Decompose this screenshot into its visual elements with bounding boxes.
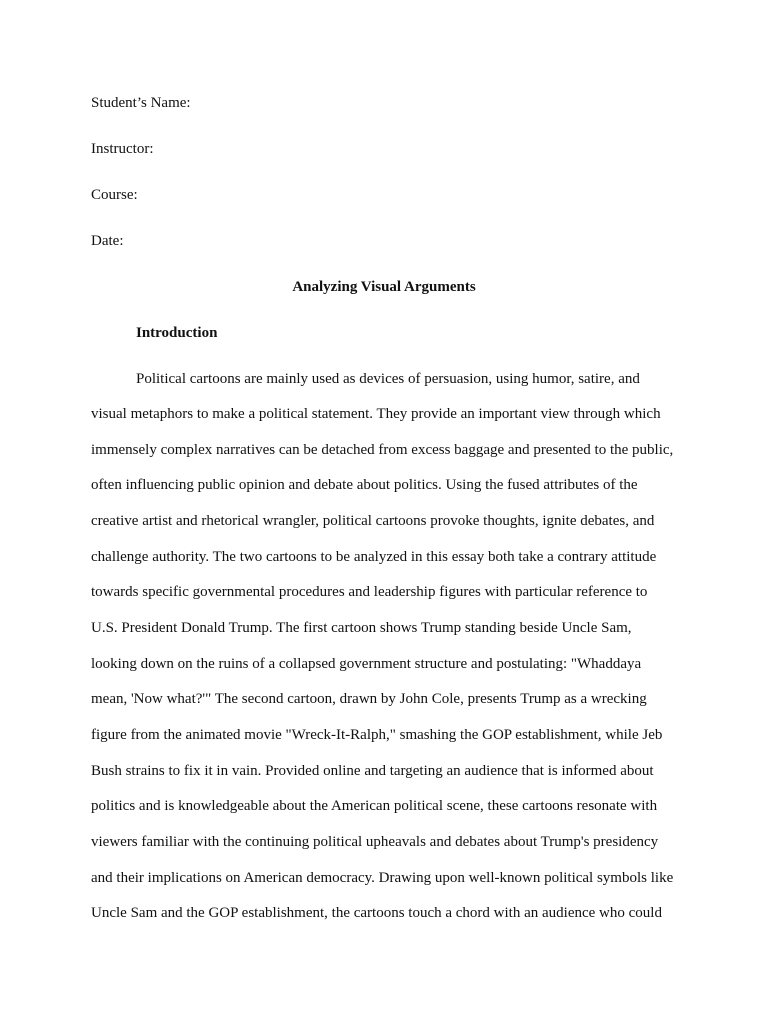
paragraph-line: U.S. President Donald Trump. The first cartoon shows Trump standing beside Uncle Sam,: [91, 620, 632, 636]
paragraph-line: challenge authority. The two cartoons to be analyzed in this essay both take a contrary attitude: [91, 549, 657, 565]
paragraph-line: looking down on the ruins of a collapsed government structure and postulating: "Whaddaya: [91, 656, 642, 672]
paragraph-line: often influencing public opinion and debate about politics. Using the fused attributes of the: [91, 477, 638, 493]
paragraph-line: viewers familiar with the continuing political upheavals and debates about Trump's presidency: [91, 834, 659, 850]
paragraph-line: towards specific governmental procedures and leadership figures with particular reference to: [91, 584, 648, 600]
date-label: Date:: [91, 233, 124, 249]
course-label: Course:: [91, 187, 138, 203]
instructor-label: Instructor:: [91, 141, 154, 157]
paragraph-line: politics and is knowledgeable about the American political scene, these cartoons resonate with: [91, 798, 658, 814]
student-name-label: Student’s Name:: [91, 95, 191, 111]
paragraph-line: immensely complex narratives can be detached from excess baggage and presented to the public,: [91, 442, 674, 458]
paragraph-line: figure from the animated movie "Wreck-It-Ralph," smashing the GOP establishment, while Jeb: [91, 727, 663, 743]
essay-title: Analyzing Visual Arguments: [292, 279, 476, 295]
paragraph-line: Bush strains to fix it in vain. Provided online and targeting an audience that is informed about: [91, 763, 654, 779]
paragraph-line: visual metaphors to make a political statement. They provide an important view through which: [91, 406, 661, 422]
paragraph-line: Political cartoons are mainly used as devices of persuasion, using humor, satire, and: [136, 371, 640, 387]
section-heading-introduction: Introduction: [136, 325, 218, 341]
paragraph-line: Uncle Sam and the GOP establishment, the cartoons touch a chord with an audience who could: [91, 905, 662, 921]
paragraph-line: mean, 'Now what?'" The second cartoon, drawn by John Cole, presents Trump as a wrecking: [91, 691, 647, 707]
paragraph-line: creative artist and rhetorical wrangler, political cartoons provoke thoughts, ignite debates, and: [91, 513, 655, 529]
paragraph-line: and their implications on American democracy. Drawing upon well-known political symbols like: [91, 870, 674, 886]
